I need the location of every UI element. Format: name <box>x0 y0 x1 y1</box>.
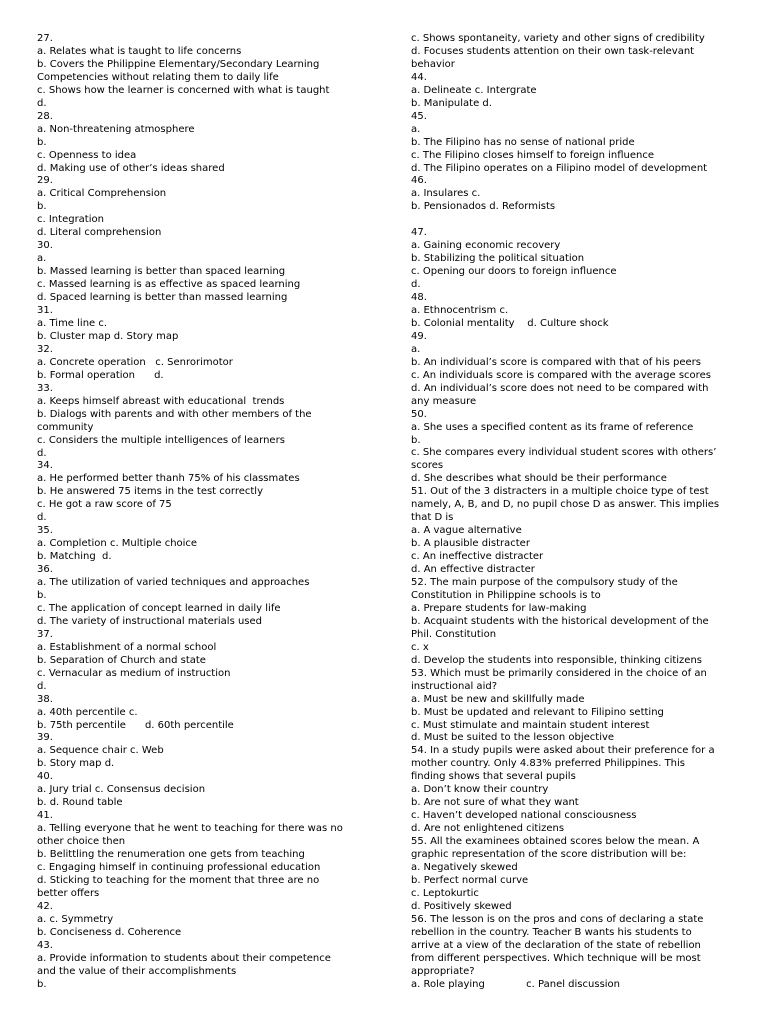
right-column-line: a. <box>411 123 421 135</box>
left-column <box>37 33 372 992</box>
right-column-line: 46. <box>411 175 427 187</box>
left-column-line: 30. <box>37 240 53 252</box>
left-column-line: b. Formal operation d. <box>37 369 164 381</box>
right-column-line: a. <box>411 343 421 355</box>
right-column-line: that D is <box>411 512 454 524</box>
left-column-line: c. Openness to idea <box>37 149 137 161</box>
right-column-line: a. Ethnocentrism c. <box>411 305 509 316</box>
right-column-line: d. She describes what should be their performance <box>411 473 667 485</box>
left-column-line: a. Establishment of a normal school <box>37 641 217 653</box>
right-column-line: d. Focuses students attention on their own task-relevant <box>411 45 695 57</box>
right-column-line: b. Perfect normal curve <box>411 874 529 886</box>
right-column <box>411 33 736 992</box>
right-column-line: b. Must be updated and relevant to Filipino setting <box>411 706 664 718</box>
right-column-line: a. Don’t know their country <box>411 784 549 796</box>
right-column-line: a. Delineate c. Intergrate <box>411 84 537 96</box>
left-column-line: 39. <box>37 732 53 744</box>
right-column-line: b. Are not sure of what they want <box>411 797 579 809</box>
right-column-line: rebellion in the country. Teacher B wants his students to <box>411 926 692 938</box>
right-column-line: d. Are not enlightened citizens <box>411 823 565 835</box>
right-column-line: 53. Which must be primarily considered in the choice of an <box>411 667 707 679</box>
right-column-line: a. A vague alternative <box>411 525 522 537</box>
left-column-line: a. Critical Comprehension <box>37 188 167 200</box>
left-column-line: c. He got a raw score of 75 <box>37 499 172 511</box>
left-column-line: c. Integration <box>37 214 104 226</box>
right-column-line: 49. <box>411 330 427 342</box>
right-column-line: b. Colonial mentality d. Culture shock <box>411 317 609 329</box>
right-column-line: 56. The lesson is on the pros and cons of declaring a state <box>411 913 704 925</box>
right-column-line: 55. All the examinees obtained scores below the mean. A <box>411 836 700 848</box>
right-column-line: appropriate? <box>411 965 475 977</box>
left-column-line: other choice then <box>37 836 126 848</box>
right-column-line: any measure <box>411 395 477 407</box>
right-column-line: c. Haven’t developed national consciousness <box>411 810 637 822</box>
left-column-line: c. Engaging himself in continuing professional education <box>37 862 321 873</box>
right-column-line: b. Manipulate d. <box>411 97 492 109</box>
left-column-line: 40. <box>37 771 53 783</box>
right-column-line: 45. <box>411 110 427 122</box>
left-column-line: b. He answered 75 items in the test correctly <box>37 486 263 498</box>
left-column-line: a. Keeps himself abreast with educational trends <box>37 395 285 407</box>
right-column-line: d. Develop the students into responsible, thinking citizens <box>411 654 703 666</box>
left-column-line: b. Separation of Church and state <box>37 654 206 666</box>
right-column-line: scores <box>411 460 444 472</box>
left-column-line: d. <box>37 447 47 459</box>
right-column-line: a. Prepare students for law-making <box>411 602 587 614</box>
left-column-line: d. <box>37 97 47 109</box>
right-column-line: finding shows that several pupils <box>411 771 576 783</box>
left-column-line: 37. <box>37 628 53 640</box>
left-column-line: d. <box>37 680 47 692</box>
left-column-line: a. <box>37 253 47 265</box>
left-column-line: 27. <box>37 33 53 44</box>
left-column-line: 28. <box>37 110 53 122</box>
left-column-line: a. Telling everyone that he went to teaching for there was no <box>37 823 343 835</box>
left-column-line: 29. <box>37 175 53 187</box>
right-column-line: c. Must stimulate and maintain student interest <box>411 719 650 731</box>
left-column-line: 31. <box>37 305 53 317</box>
right-column-line: instructional aid? <box>411 680 497 692</box>
right-column-line: 44. <box>411 71 427 83</box>
right-column-line: d. An effective distracter <box>411 564 535 576</box>
right-column-line: d. <box>411 279 421 291</box>
right-column-line: b. An individual’s score is compared with that of his peers <box>411 356 701 368</box>
left-column-line: a. c. Symmetry <box>37 913 114 925</box>
left-column-line: a. Time line c. <box>37 317 108 329</box>
left-column-line: b. <box>37 589 47 601</box>
left-column-line: better offers <box>37 887 100 899</box>
right-column-line: a. Negatively skewed <box>411 861 518 873</box>
left-column-line: and the value of their accomplishments <box>37 965 237 977</box>
left-column-line: b. 75th percentile d. 60th percentile <box>37 719 234 731</box>
left-column-line: community <box>37 421 94 433</box>
right-column-line: a. Insulares c. <box>411 188 481 200</box>
left-column-line: 38. <box>37 693 53 705</box>
left-column-line: 34. <box>37 460 53 472</box>
right-column-line: c. An ineffective distracter <box>411 551 544 563</box>
left-column-line: 35. <box>37 525 53 537</box>
left-column-line: c. Massed learning is as effective as spaced learning <box>37 279 301 291</box>
right-column-line: behavior <box>411 58 455 70</box>
left-column-line: c. Considers the multiple intelligences of learners <box>37 434 285 446</box>
right-column-line: c. Opening our doors to foreign influence <box>411 266 617 278</box>
right-column-line: b. Stabilizing the political situation <box>411 253 585 265</box>
left-column-line: a. Relates what is taught to life concerns <box>37 45 242 57</box>
left-column-line: b. Story map d. <box>37 758 115 770</box>
right-column-line: b. The Filipino has no sense of national pride <box>411 136 635 148</box>
right-column-line: c. Shows spontaneity, variety and other signs of credibility <box>411 33 705 44</box>
left-column-line: d. Literal comprehension <box>37 227 162 239</box>
left-column-line: d. The variety of instructional materials used <box>37 615 263 627</box>
right-column-line: c. Leptokurtic <box>411 887 479 899</box>
right-column-line: 50. <box>411 408 427 420</box>
left-column-line: b. Cluster map d. Story map <box>37 330 179 342</box>
left-column-line: b. Covers the Philippine Elementary/Secondary Learning <box>37 58 320 70</box>
left-column-line: c. Shows how the learner is concerned with what is taught <box>37 84 330 96</box>
right-column-line: mother country. Only 4.83% preferred Philippines. This <box>411 758 686 770</box>
left-column-line: b. d. Round table <box>37 797 123 809</box>
right-column-line: Phil. Constitution <box>411 628 497 640</box>
left-column-line: b. <box>37 978 47 990</box>
right-column-line: 47. <box>411 227 427 239</box>
left-column-line: Competencies without relating them to daily life <box>37 71 279 83</box>
left-column-line: b. Massed learning is better than spaced learning <box>37 266 286 278</box>
left-column-line: 33. <box>37 382 53 394</box>
left-column-line: a. Non-threatening atmosphere <box>37 123 195 135</box>
left-column-line: 32. <box>37 343 53 355</box>
right-column-line: d. Must be suited to the lesson objective <box>411 732 615 744</box>
left-column-line: d. Spaced learning is better than massed learning <box>37 292 288 304</box>
left-column-line: b. <box>37 136 47 148</box>
left-column-line: a. He performed better thanh 75% of his classmates <box>37 473 300 485</box>
left-column-line: d. Making use of other’s ideas shared <box>37 162 225 174</box>
right-column-line: b. <box>411 434 421 446</box>
right-column-line: a. Gaining economic recovery <box>411 240 561 252</box>
right-column-line: 51. Out of the 3 distracters in a multiple choice type of test <box>411 486 709 498</box>
left-column-line: a. Concrete operation c. Senrorimotor <box>37 356 233 368</box>
right-column-line: d. An individual’s score does not need to be compared with <box>411 382 709 394</box>
right-column-line: d. The Filipino operates on a Filipino model of development <box>411 162 708 174</box>
left-column-line: a. The utilization of varied techniques and approaches <box>37 577 310 589</box>
left-column-line: 41. <box>37 810 53 822</box>
right-column-line: graphic representation of the score distribution will be: <box>411 849 687 861</box>
left-column-line: b. <box>37 201 47 213</box>
right-column-line: b. Acquaint students with the historical development of the <box>411 615 709 627</box>
right-column-line: Constitution in Philippine schools is to <box>411 589 601 601</box>
right-column-line: 54. In a study pupils were asked about their preference for a <box>411 745 715 757</box>
right-column-line: c. An individuals score is compared with the average scores <box>411 369 711 381</box>
left-column-line: a. Sequence chair c. Web <box>37 745 164 757</box>
right-column-line: 52. The main purpose of the compulsory study of the <box>411 577 678 589</box>
left-column-line: a. Jury trial c. Consensus decision <box>37 784 206 796</box>
left-column-line: a. Completion c. Multiple choice <box>37 538 198 550</box>
left-column-line: d. Sticking to teaching for the moment that three are no <box>37 874 320 886</box>
right-column-line: 48. <box>411 292 427 304</box>
left-column-line: 36. <box>37 564 53 576</box>
left-column-line: 43. <box>37 939 53 951</box>
left-column-line: 42. <box>37 900 53 912</box>
right-column-line: from different perspectives. Which technique will be most <box>411 952 701 964</box>
right-column-line: b. A plausible distracter <box>411 538 530 550</box>
left-column-line: a. Provide information to students about their competence <box>37 952 331 964</box>
right-column-line: namely, A, B, and D, no pupil chose D as answer. This implies <box>411 499 720 511</box>
right-column-line: a. Must be new and skillfully made <box>411 693 585 705</box>
right-column-line: b. Pensionados d. Reformists <box>411 201 556 213</box>
left-column-line: b. Matching d. <box>37 551 112 563</box>
left-column-line: d. <box>37 512 47 524</box>
left-column-line: b. Belittling the renumeration one gets from teaching <box>37 849 305 861</box>
right-column-line: c. She compares every individual student scores with others’ <box>411 447 717 459</box>
right-column-line: a. Role playing c. Panel discussion <box>411 978 621 990</box>
left-column-line: a. 40th percentile c. <box>37 706 138 718</box>
left-column-line: b. Conciseness d. Coherence <box>37 926 182 938</box>
right-column-line: c. The Filipino closes himself to foreign influence <box>411 149 655 161</box>
right-column-line: a. She uses a specified content as its frame of reference <box>411 421 694 433</box>
left-column-line: c. The application of concept learned in daily life <box>37 602 281 614</box>
left-column-line: b. Dialogs with parents and with other members of the <box>37 408 312 420</box>
right-column-line: d. Positively skewed <box>411 900 512 912</box>
right-column-line: c. x <box>411 641 429 653</box>
left-column-line: c. Vernacular as medium of instruction <box>37 667 231 679</box>
right-column-line: arrive at a view of the declaration of the state of rebellion <box>411 939 701 951</box>
right-column-line <box>411 214 736 227</box>
